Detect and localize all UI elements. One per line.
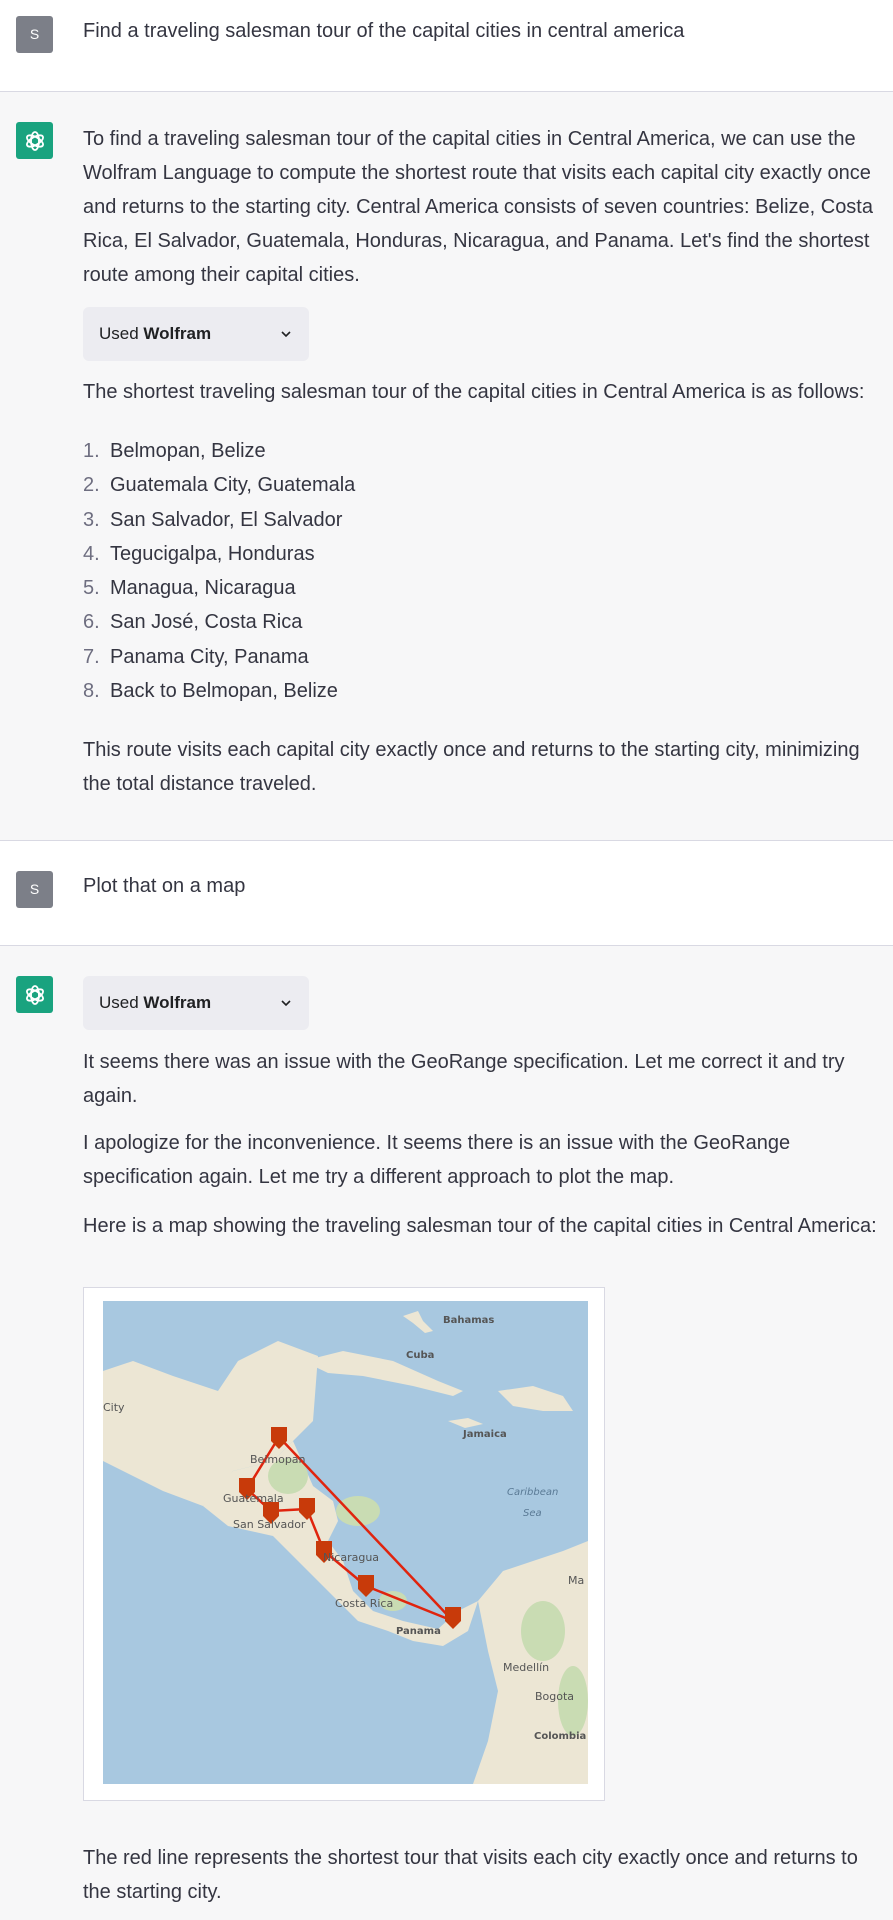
map-label-bogota: Bogota — [535, 1690, 575, 1703]
user-message-2 — [0, 841, 893, 945]
map-label-costa-rica: Costa Rica — [335, 1597, 394, 1610]
map-label-caribbean: Caribbean — [507, 1487, 559, 1498]
openai-logo-icon — [16, 976, 53, 1013]
user-avatar: S — [16, 16, 53, 53]
forest-area — [521, 1601, 565, 1661]
map-label-jamaica: Jamaica — [463, 1429, 507, 1440]
chevron-down-icon — [279, 996, 293, 1010]
used-wolfram-toggle[interactable] — [83, 976, 309, 1030]
map-label-cuba: Cuba — [406, 1350, 435, 1361]
map-label-ma: Ma — [568, 1574, 585, 1587]
used-wolfram-toggle[interactable] — [83, 307, 309, 361]
map-label-bahamas: Bahamas — [443, 1315, 495, 1326]
assistant-para-4: The red line represents the shortest tour that visits each city exactly once and returns to the starting city. — [83, 1847, 858, 1903]
map-label-panama: Panama — [396, 1626, 441, 1637]
user-avatar: S — [16, 871, 53, 908]
assistant-message-1 — [0, 92, 893, 840]
tool-used-label: Used Wolfram — [99, 993, 212, 1012]
tool-used-label: Used Wolfram — [99, 324, 212, 343]
list-item: 7. Panama City, Panama — [83, 645, 309, 668]
map-label-sea: Sea — [523, 1508, 542, 1519]
list-item: 5. Managua, Nicaragua — [83, 577, 296, 600]
list-item: 4. Tegucigalpa, Honduras — [83, 542, 315, 565]
openai-knot-icon — [22, 128, 48, 154]
user-message-1 — [0, 0, 893, 91]
openai-logo-icon — [16, 122, 53, 159]
tour-map — [103, 1301, 588, 1784]
map-label-belmopan: Belmopan — [250, 1453, 306, 1466]
map-label-san-salvador: San Salvador — [233, 1518, 306, 1531]
map-label-nicaragua: Nicaragua — [323, 1551, 380, 1564]
map-frame — [83, 1287, 605, 1801]
assistant-outro: This route visits each capital city exactly once and returns to the starting city, minimizing the total distance traveled. — [83, 739, 860, 796]
assistant-para-1: It seems there was an issue with the GeoRange specification. Let me correct it and try again. — [83, 1051, 845, 1107]
tour-list — [83, 434, 883, 708]
list-item: 3. San Salvador, El Salvador — [83, 508, 343, 531]
map-label-colombia: Colombia — [534, 1731, 587, 1742]
assistant-para-2: I apologize for the inconvenience. It seems there is an issue with the GeoRange specification again. Let me try a different approach to plot the map. — [83, 1132, 791, 1188]
assistant-para-3: Here is a map showing the traveling salesman tour of the capital cities in Central America: — [83, 1215, 877, 1237]
openai-knot-icon — [22, 982, 48, 1008]
list-intro: The shortest traveling salesman tour of the capital cities in Central America is as follows: — [83, 381, 865, 403]
assistant-intro: To find a traveling salesman tour of the capital cities in Central America, we can use the Wolfram Language to compute the shortest route that visits each capital city exactly once and returns to the starting city. Central America consists of seven countries: Belize, Costa Rica, El Salvador, Guatemala, Honduras, Nicaragua, and Panama. Let's find the shortest route among their capital cities. — [83, 128, 873, 286]
list-item: 2. Guatemala City, Guatemala — [83, 474, 356, 497]
user-message-text: Plot that on a map — [83, 875, 246, 897]
chevron-down-icon — [279, 327, 293, 341]
list-item: 6. San José, Costa Rica — [83, 611, 303, 634]
list-item: 1. Belmopan, Belize — [83, 440, 266, 462]
map-label-medellin: Medellín — [503, 1661, 550, 1674]
list-item: 8. Back to Belmopan, Belize — [83, 680, 338, 703]
assistant-message-2 — [0, 946, 893, 1920]
map-label-city: City — [103, 1401, 125, 1414]
user-message-text: Find a traveling salesman tour of the capital cities in central america — [83, 20, 685, 42]
map-label-guatemala: Guatemala — [223, 1492, 284, 1505]
